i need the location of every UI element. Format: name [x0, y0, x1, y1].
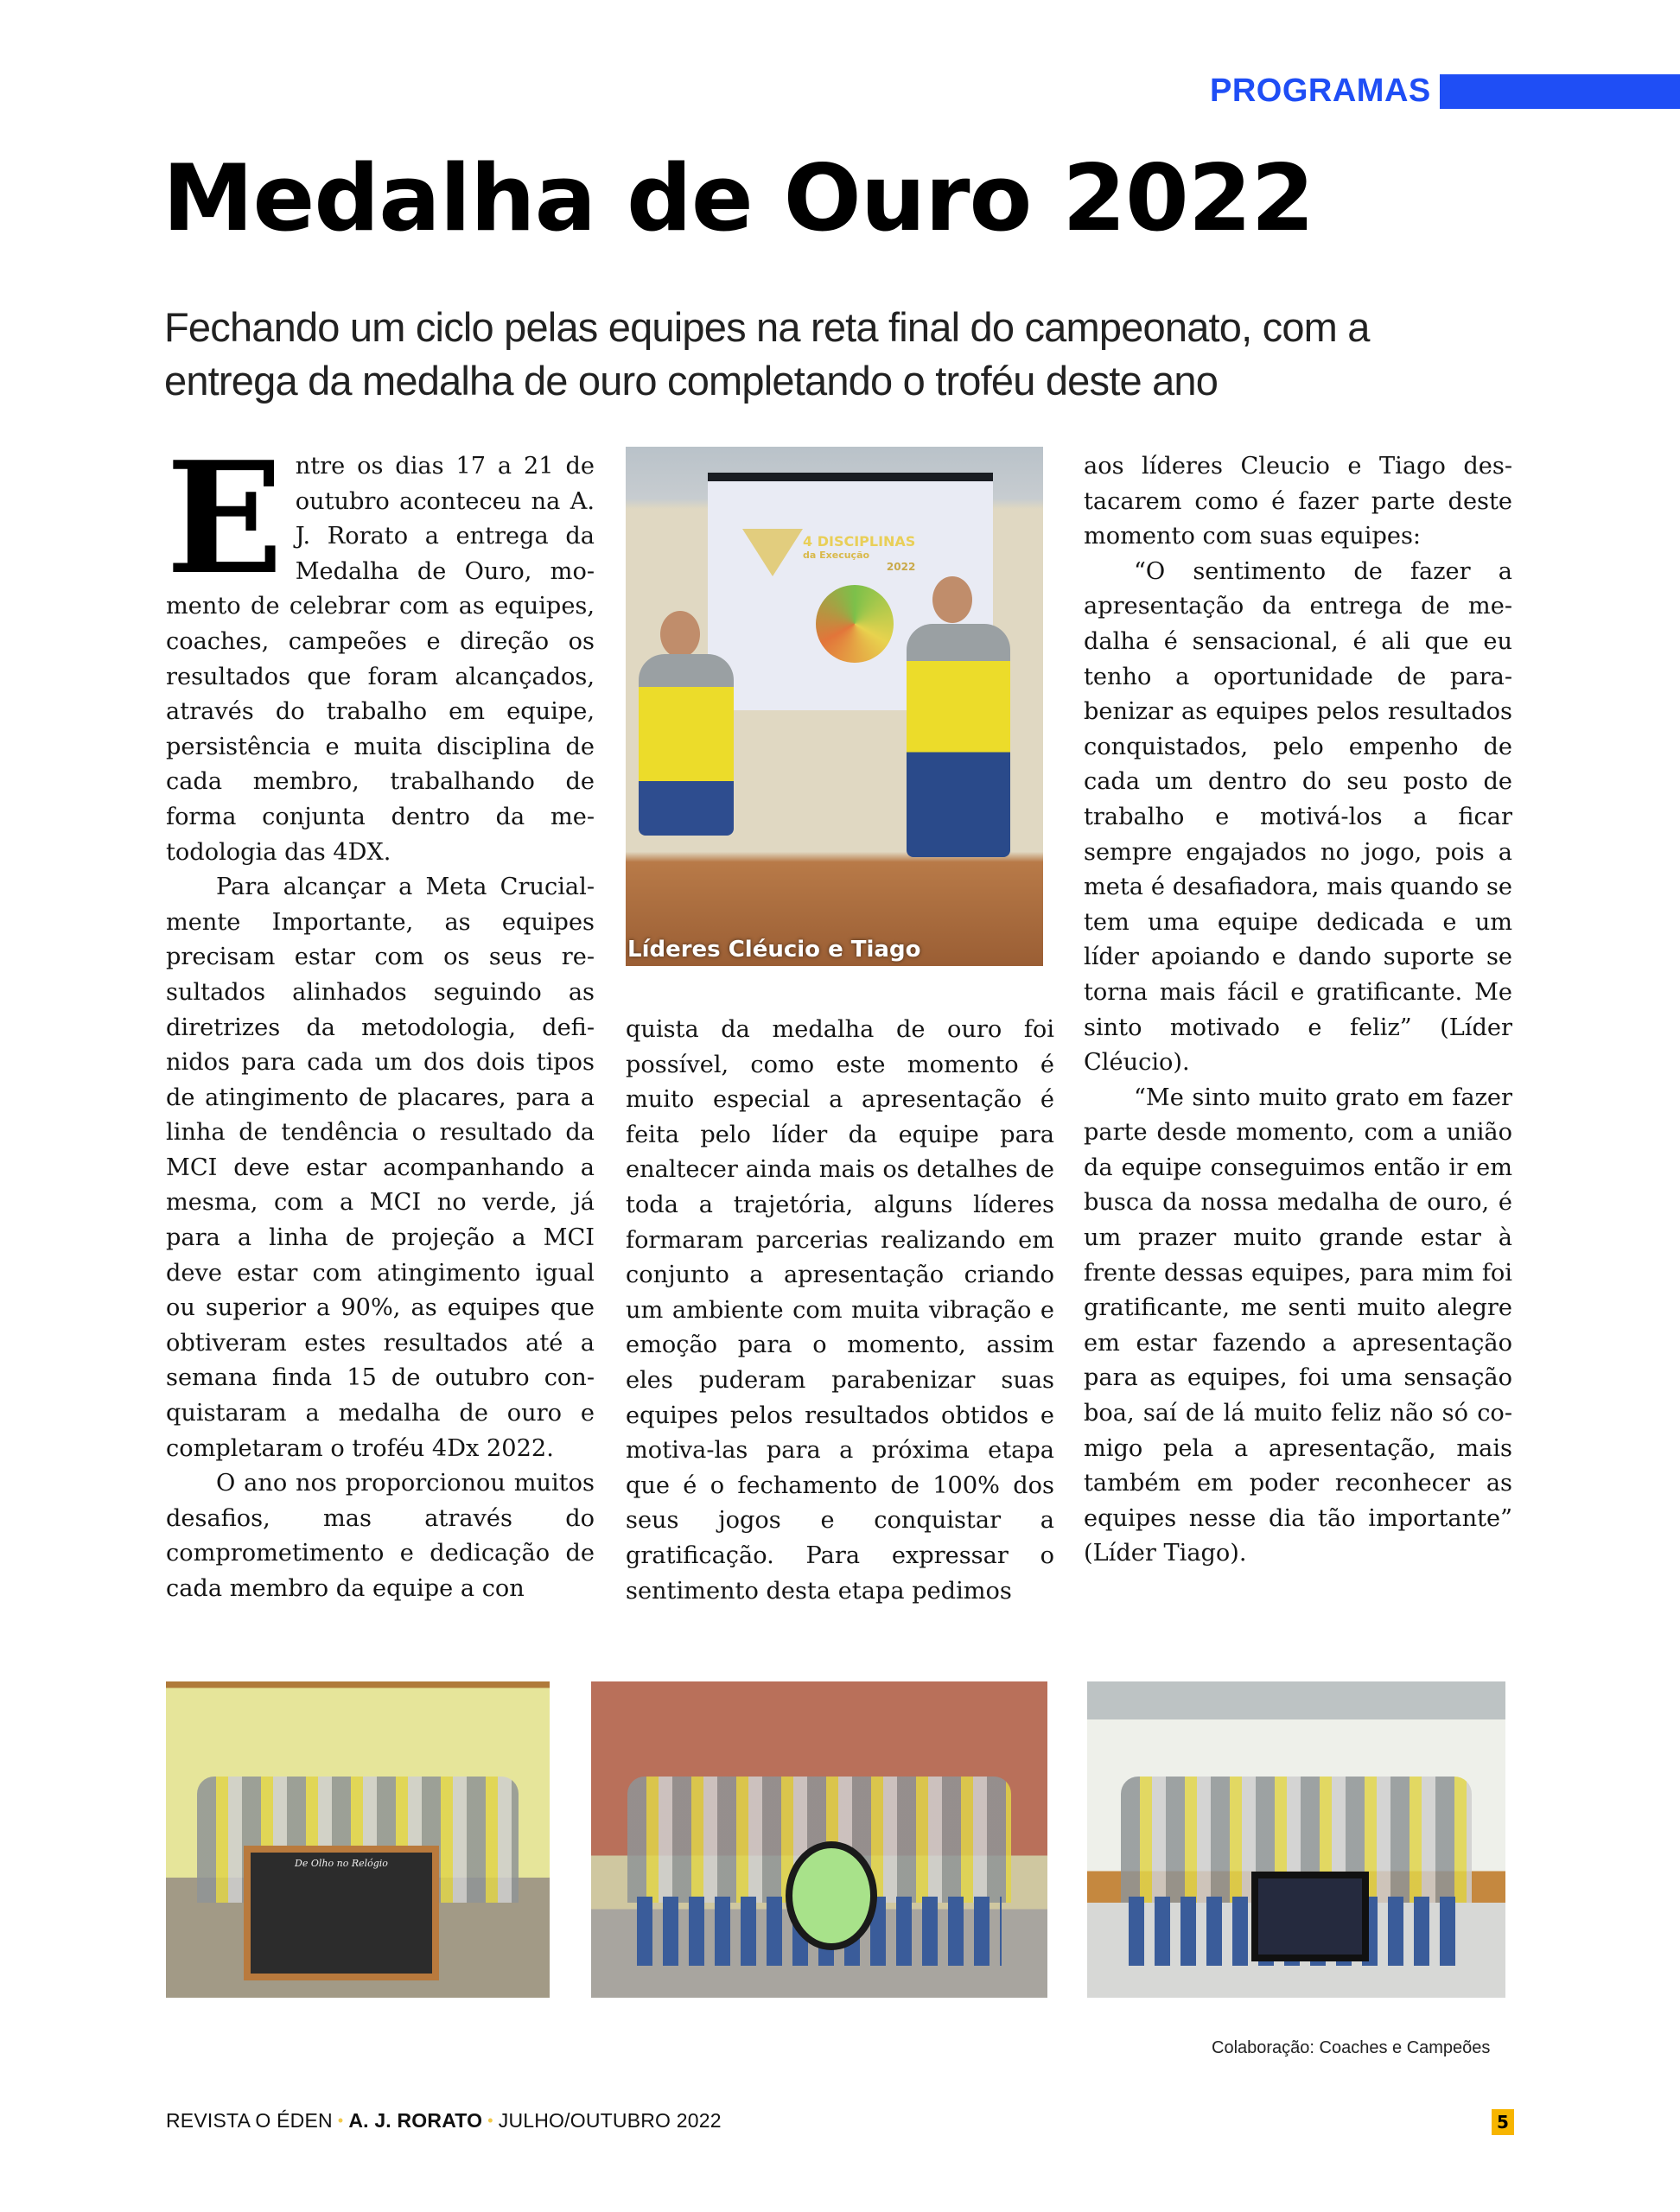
- scoreboard-chalkboard: [244, 1846, 439, 1980]
- company-name: A. J. RORATO: [348, 2109, 483, 2132]
- slide-year: 2022: [886, 561, 916, 573]
- quote-tiago: “Me sinto muito grato em fazer parte desde momento, com a união da equipe conseguimos então ir em busca da nossa medalha de ouro, é um prazer muito grande estar à frente dessas equipes, para mim foi gratificante, me senti muito alegre em estar fazendo a apresentação para as equipes, foi uma sensação boa, saí de lá muito feliz não só comigo pela a apresentação, mais também em poder reconhecer as equipes nesse dia tão importante” (Líder Tiago).: [1084, 1084, 1512, 1567]
- slide-text: [803, 533, 915, 573]
- article-subtitle: Fechando um ciclo pelas equipes na reta final do campeonato, com a entrega da medalha de ouro completando o troféu deste ano: [164, 304, 1370, 404]
- person-leader-cleucio: [639, 654, 734, 836]
- scoreboard-round: [786, 1841, 877, 1950]
- magazine-name: REVISTA O ÉDEN: [166, 2109, 333, 2132]
- photo-caption: Líderes Cléucio e Tiago: [627, 937, 921, 963]
- person-head: [660, 611, 700, 658]
- board-label: De Olho no Relógio: [295, 1858, 388, 1869]
- slide-subtitle: da Execução: [803, 550, 870, 561]
- photo-credit: Colaboração: Coaches e Campeões: [1212, 2038, 1491, 2057]
- paragraph: aos líderes Cleucio e Tiago destacarem como é fazer parte deste momento com suas equipes:: [1084, 453, 1512, 550]
- paragraph-text: ntre os dias 17 a 21 de outubro aconteceu na A. J. Rorato a entrega da Medalha de Ouro, momento de celebrar com as equipes, coaches, campeões e direção os resultados que foram alcançados, através do trabalho em equipe, persistência e muita disciplina de cada membro, trabalhando de forma conjunta dentro da metodologia das 4DX.: [166, 453, 595, 866]
- oee-gauge-icon: [816, 585, 894, 663]
- paragraph: Para alcançar a Meta Crucialmente Importante, as equipes precisam estar com os seus resultados alinhados seguindo as diretrizes da metodologia, definidos para cada um dos dois tipos de atingimento de placares, para a linha de tendência o resultado da MCI deve estar acompanhando a mesma, com a MCI no verde, já para a linha de projeção a MCI deve estar com atingimento igual ou superior a 90%, as equipes que obtiveram estes resultados até a semana finda 15 de outubro conquistaram a medalha de ouro e completaram o troféu 4Dx 2022.: [166, 874, 595, 1462]
- photo-team-outdoor: [591, 1681, 1047, 1998]
- page-number: 5: [1492, 2109, 1514, 2135]
- separator-dot-icon: •: [337, 2112, 344, 2129]
- text-column-1: [166, 428, 595, 1607]
- person-leader-tiago: [907, 624, 1010, 857]
- drop-cap: E: [166, 428, 283, 608]
- photo-leaders-presentation: [626, 447, 1043, 966]
- separator-dot-icon: •: [487, 2112, 493, 2129]
- section-label: PROGRAMAS: [1210, 73, 1431, 109]
- section-accent-bar: [1440, 74, 1680, 109]
- 4dx-logo-icon: [742, 529, 803, 576]
- paragraph: quista da medalha de ouro foi possível, como este momento é muito especial a apresentação é feita pelo líder da equipe para enaltecer ainda mais os detalhes de toda a trajetória, alguns líderes formaram parcerias realizando em conjunto a apresentação criando um ambiente com muita vibração e emoção para o momento, assim eles puderam parabenizar suas equipes pelos resultados obtidos e motiva-las para a próxima etapa que é o fechamento de 100% dos seus jogos e conquistar a gratificação. Para expressar o sentimento desta etapa pedimos: [626, 1016, 1054, 1605]
- photo-team-auditorium: [1087, 1681, 1505, 1998]
- scoreboard-panel: [1251, 1872, 1369, 1961]
- quote-cleucio: “O sentimento de fazer a apresentação da entrega de medalha é sensacional, é ali que eu tenho a oportunidade de parabenizar as equipes pelos resultados conquistados, pelo empenho de cada um dentro do seu posto de trabalho e motivá-los a ficar sempre engajados no jogo, pois a meta é desafiadora, mais quando se tem uma equipe dedicada e um líder apoiando e dando suporte se torna mais fácil e gratificante. Me sinto motivado e feliz” (Líder Cléucio).: [1084, 557, 1512, 1077]
- text-column-2: [626, 1013, 1054, 1609]
- article-title: Medalha de Ouro 2022: [162, 145, 1314, 251]
- person-head: [932, 576, 972, 623]
- footer: [166, 2109, 722, 2133]
- paragraph: O ano nos proporcionou muitos desafios, mas através do comprometimento e dedicação de cada membro da equipe a con: [166, 1470, 595, 1602]
- paragraph: [166, 428, 595, 870]
- slide-title: 4 DISCIPLINAS: [803, 533, 916, 550]
- photo-team-kitchen: [166, 1681, 550, 1998]
- text-column-3: [1084, 449, 1512, 1572]
- issue-period: JULHO/OUTUBRO 2022: [498, 2109, 722, 2132]
